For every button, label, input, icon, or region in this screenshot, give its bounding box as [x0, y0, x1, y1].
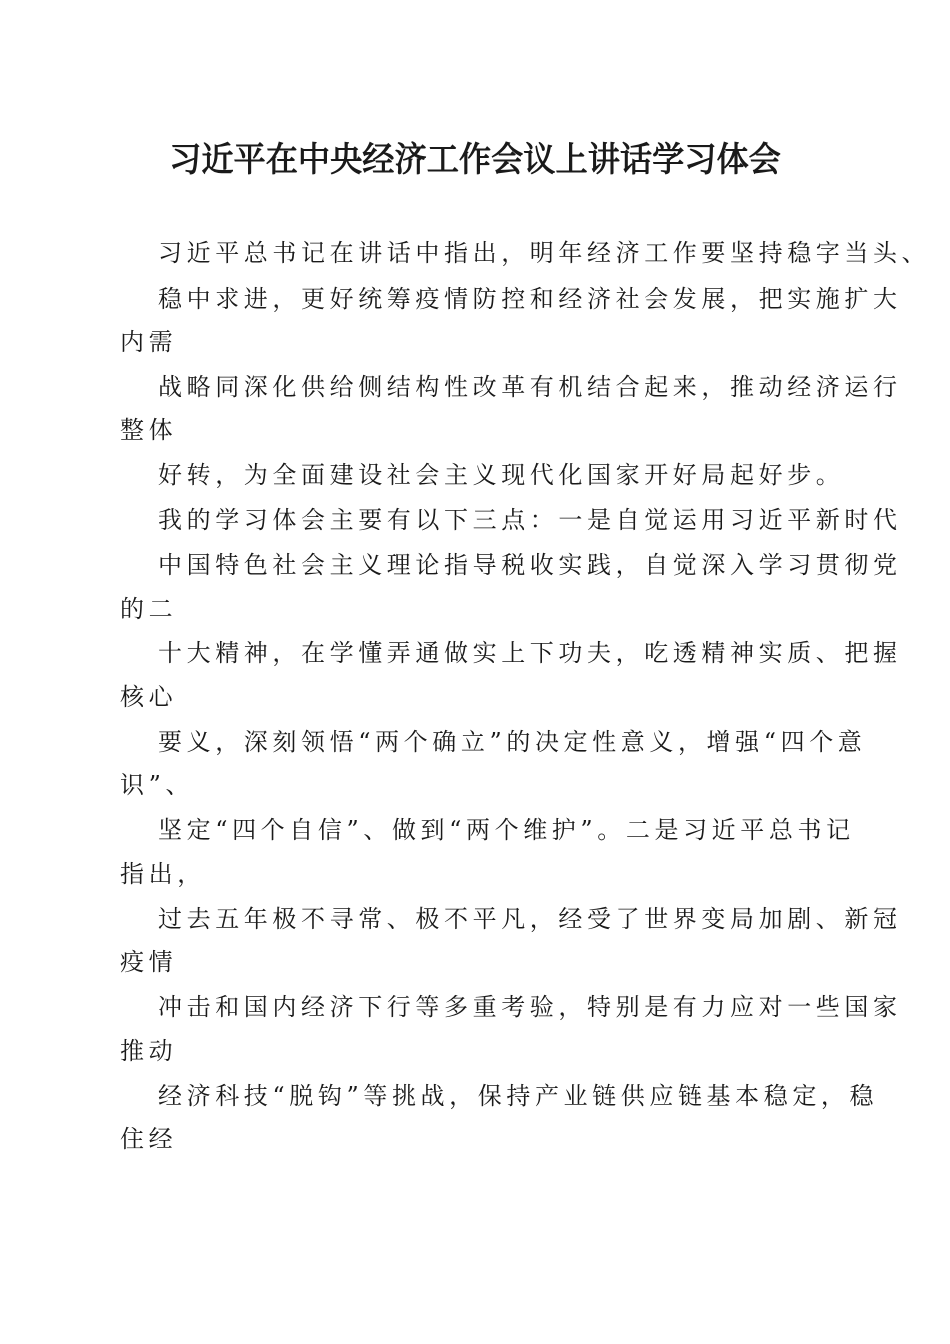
body-line: 坚定“四个自信”、做到“两个维护”。二是习近平总书记 [158, 816, 855, 844]
document-title: 习近平在中央经济工作会议上讲话学习体会 [169, 140, 781, 180]
body-line: 住经 [120, 1125, 178, 1153]
body-line: 整体 [120, 416, 178, 444]
body-line: 冲击和国内经济下行等多重考验，特别是有力应对一些国家 [158, 993, 902, 1021]
body-line: 识”、 [120, 771, 195, 799]
body-line: 疫情 [120, 948, 178, 976]
body-line: 指出， [120, 860, 206, 888]
body-line: 战略同深化供给侧结构性改革有机结合起来，推动经济运行 [158, 373, 902, 401]
body-line: 过去五年极不寻常、极不平凡，经受了世界变局加剧、新冠 [158, 905, 902, 933]
body-line: 推动 [120, 1037, 178, 1065]
body-line: 十大精神，在学懂弄通做实上下功夫，吃透精神实质、把握 [158, 639, 902, 667]
body-line: 稳中求进，更好统筹疫情防控和经济社会发展，把实施扩大 [158, 285, 902, 313]
body-line: 要义，深刻领悟“两个确立”的决定性意义，增强“四个意 [158, 728, 867, 756]
body-line: 中国特色社会主义理论指导税收实践，自觉深入学习贯彻党 [158, 551, 902, 579]
body-line: 好转，为全面建设社会主义现代化国家开好局起好步。 [158, 461, 845, 489]
body-line: 核心 [120, 683, 178, 711]
body-line: 我的学习体会主要有以下三点：一是自觉运用习近平新时代 [158, 506, 902, 534]
body-line: 习近平总书记在讲话中指出，明年经济工作要坚持稳字当头、 [158, 239, 931, 267]
body-line: 经济科技“脱钩”等挑战，保持产业链供应链基本稳定，稳 [158, 1082, 879, 1110]
body-line: 内需 [120, 328, 178, 356]
body-line: 的二 [120, 595, 178, 623]
